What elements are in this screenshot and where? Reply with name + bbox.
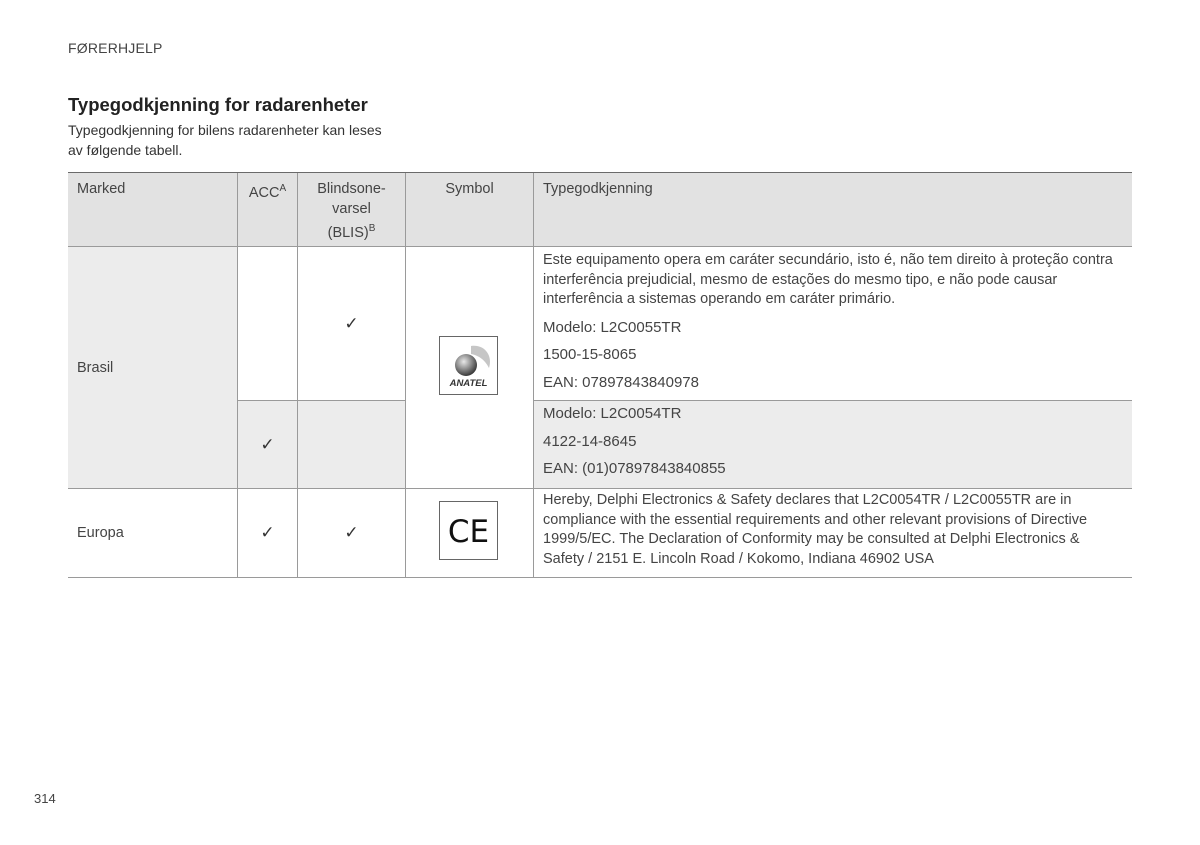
market-brasil: Brasil bbox=[77, 359, 114, 376]
brasil-model-1: Modelo: L2C0055TR bbox=[543, 318, 682, 336]
type-approval-table bbox=[68, 172, 1132, 578]
brasil-ean-2: EAN: (01)07897843840855 bbox=[543, 460, 726, 477]
page-title: Typegodkjenning for radarenheter bbox=[68, 94, 368, 115]
column-header-blis-line2: varsel bbox=[332, 201, 371, 217]
brasil-code-2: 4122-14-8645 bbox=[543, 432, 637, 450]
brasil-row2-approval bbox=[534, 401, 1132, 488]
brasil-row1-acc bbox=[238, 247, 297, 400]
anatel-logo bbox=[439, 336, 498, 395]
intro-text: Typegodkjenning for bilens radarenheter kan leses av følgende tabell. bbox=[68, 122, 382, 158]
ce-mark-label: CE bbox=[447, 514, 490, 550]
brasil-code-1: 1500-15-8065 bbox=[543, 346, 637, 363]
europa-acc bbox=[238, 489, 297, 577]
column-header-blis bbox=[298, 172, 405, 247]
checkmark-icon: ✓ bbox=[344, 523, 359, 543]
anatel-logo-label: ANATEL bbox=[449, 378, 488, 389]
europa-blis bbox=[298, 489, 405, 577]
column-header-approval: Typegodkjenning bbox=[543, 181, 653, 197]
column-header-acc bbox=[238, 172, 297, 247]
brasil-symbol-cell bbox=[406, 247, 533, 488]
checkmark-icon: ✓ bbox=[260, 434, 275, 455]
europa-approval-text: Hereby, Delphi Electronics & Safety declares that L2C0054TR / L2C0055TR are in compliance with the essential requirements and other relevant provisions of Directive 1999/5/EC. The Declaration of Conformity may be consulted at Delphi Electronics & Safety / 2151 E. Lincoln Road / Kokomo, Indiana 46902 USA bbox=[543, 492, 1088, 567]
page-number: 314 bbox=[34, 791, 56, 806]
ce-mark-icon bbox=[441, 503, 496, 558]
column-header-symbol: Symbol bbox=[445, 181, 494, 197]
brasil-approval-text: Este equipamento opera em caráter secundário, isto é, não tem direito à proteção contra interferência prejudicial, mesmo de estações do mesmo tipo, e não pode causar interferência a sistemas operando em caráter primário. bbox=[543, 252, 1113, 307]
europa-symbol-cell bbox=[406, 489, 533, 577]
column-header-acc-footnote: A bbox=[279, 183, 287, 194]
brasil-model-2: Modelo: L2C0054TR bbox=[543, 405, 682, 422]
market-europa: Europa bbox=[77, 525, 124, 541]
brasil-ean-1: EAN: 07897843840978 bbox=[543, 373, 699, 391]
section-header: FØRERHJELP bbox=[68, 40, 163, 56]
column-header-blis-line1: Blindsone- bbox=[317, 181, 386, 197]
brasil-row1-approval bbox=[534, 247, 1132, 400]
checkmark-icon: ✓ bbox=[344, 313, 359, 334]
column-header-acc-label: ACC bbox=[248, 184, 280, 201]
ce-mark bbox=[439, 501, 498, 560]
europa-approval bbox=[534, 489, 1132, 577]
brasil-row2-blis bbox=[298, 401, 405, 488]
brasil-row1-blis bbox=[298, 247, 405, 400]
anatel-logo-icon bbox=[441, 338, 496, 393]
column-header-blis-line3: (BLIS) bbox=[327, 224, 369, 241]
brasil-row2-acc bbox=[238, 401, 297, 488]
column-header-marked: Marked bbox=[77, 181, 126, 197]
column-header-blis-footnote: B bbox=[368, 223, 376, 234]
checkmark-icon: ✓ bbox=[260, 523, 275, 543]
